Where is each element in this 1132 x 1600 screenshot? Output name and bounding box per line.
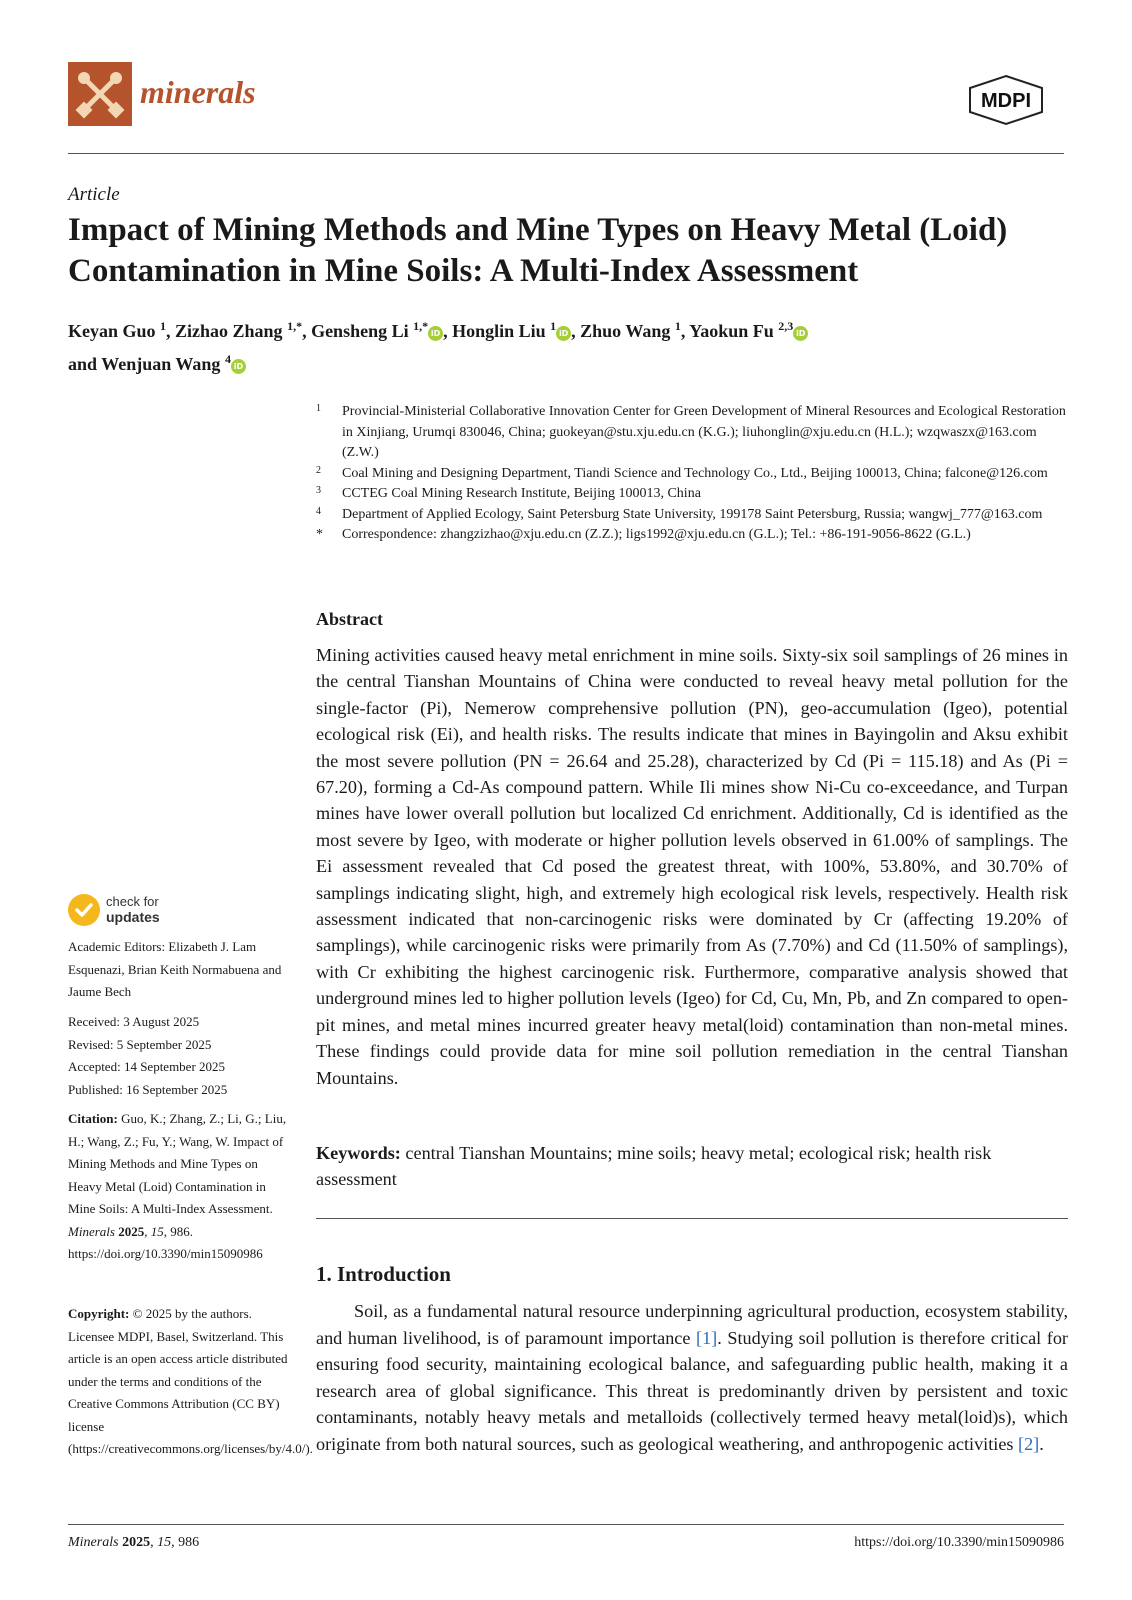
- affiliation-number: 3: [316, 485, 321, 496]
- mdpi-hexagon-icon: [966, 74, 1046, 126]
- affiliation-text: Department of Applied Ecology, Saint Petersburg State University, 199178 Saint Petersburg, Russia; wangwj_777@163.com: [342, 506, 1043, 522]
- editors-label: Academic Editors:: [68, 939, 166, 954]
- affiliation-item: [316, 402, 1068, 464]
- academic-editors: [68, 936, 290, 1004]
- keywords-text: central Tianshan Mountains; mine soils; heavy metal; ecological risk; health risk assessment: [316, 1143, 992, 1189]
- affiliation-number: 2: [316, 464, 321, 476]
- affiliation-number: 1: [316, 403, 321, 414]
- citation-volume: 15: [150, 1223, 164, 1239]
- citation-text: Guo, K.; Zhang, Z.; Li, G.; Liu, H.; Wang, Z.; Fu, Y.; Wang, W. Impact of Mining Methods and Mine Types on Heavy Metal (Loid) Contamination in Mine Soils: A Multi-Index Assessment.: [68, 1111, 287, 1216]
- author-affil-sup: 4: [224, 352, 231, 366]
- citation-block: Citation: Guo, K.; Zhang, Z.; Li, G.; Liu, H.; Wang, Z.; Fu, Y.; Wang, W. Impact of Mining Methods and Mine Types on Heavy Metal (Loid) Contamination in Mine Soils: A Multi-Index Assessment. Minerals 2025, 15, 986. https://doi.org/10.3390/min15090986: [68, 1111, 287, 1261]
- affiliation-number: 4: [316, 505, 321, 517]
- citation-link[interactable]: [1]: [696, 1327, 718, 1348]
- publisher-logo: [966, 74, 1046, 126]
- correspondence-text: Correspondence: zhangzizhao@xju.edu.cn (Z.Z.); ligs1992@xju.edu.cn (G.L.); Tel.: +86-191-9056-8622 (G.L.): [342, 527, 971, 542]
- citation-doi[interactable]: , 986. https://doi.org/10.3390/min15090986: [68, 1223, 263, 1261]
- author-name[interactable]: Wenjuan Wang: [101, 354, 221, 374]
- author-name[interactable]: Zhuo Wang: [580, 321, 671, 341]
- orcid-icon[interactable]: iD: [428, 326, 443, 341]
- affiliation-text: Provincial-Ministerial Collaborative Innovation Center for Green Development of Mineral Resources and Ecological Restoration in Xinjiang, Urumqi 830046, China; guokeyan@stu.xju.edu.cn (K.G.); liuhonglin@xju.edu.cn (H.L.); wzqwaszx@163.com (Z.W.): [342, 404, 1066, 460]
- author-list: Keyan Guo $^1$, Zizhao Zhang $^{1,*}$, Gensheng Li $^{1,*}$iD , Honglin Liu $^1$iD , Zhuo Wang $^1$, Yaokun Fu $^{2,3}$iD and Wenjuan Wang $^4$iD: [68, 312, 1068, 378]
- citation-journal: Minerals: [68, 1223, 115, 1239]
- author-affil-sup: 1,*: [287, 319, 303, 333]
- abstract-text: Mining activities caused heavy metal enrichment in mine soils. Sixty-six soil samplings of 26 mines in the central Tianshan Mountains of China were conducted to reveal heavy metal pollution for the single-factor (Pi), Nemerow comprehensive pollution (PN), geo-accumulation (Igeo), potential ecological risk (Ei), and health risks. The results indicate that mines in Bayingolin and Aksu exhibit the most severe pollution (PN = 26.64 and 25.28), characterized by Cd (Pi = 115.18) and As (Pi = 67.20), forming a Cd-As compound pattern. While Ili mines show Ni-Cu co-exceedance, and Turpan mines have lower overall pollution but localized Cd enrichment. Additionally, Cd is identified as the most severe by Igeo, with moderate or higher pollution levels observed in 61.00% of samplings. The Ei assessment revealed that Cd posed the greatest threat, with 100%, 53.80%, and 30.70% of samplings indicating slight, high, and extremely high ecological risk levels, respectively. Health risk assessment indicated that non-carcinogenic risks were dominated by Cr (affecting 19.20% of samplings), while carcinogenic risks were primarily from As (7.70%) and Cd (11.50% of samplings), with Cr exhibiting the highest carcinogenic risk. Furthermore, comparative analysis showed that underground mines led to higher pollution levels (Igeo) for Cd, Cu, Mn, Pb, and Zn compared to open-pit mines, and metal mines incurred greater heavy metal(loid) contamination than non-metal mines. These findings could provide data for mine soil pollution remediation in the central Tianshan Mountains.: [316, 645, 1068, 1088]
- publication-dates: [68, 1011, 290, 1101]
- copyright-label: Copyright:: [68, 1306, 130, 1321]
- article-type: Article: [68, 184, 120, 205]
- revised-date: Revised: 5 September 2025: [68, 1036, 212, 1052]
- published-date: Published: 16 September 2025: [68, 1081, 228, 1097]
- copyright-block: [68, 1303, 313, 1461]
- check-updates-label: check for: [106, 894, 159, 909]
- editors-names: Elizabeth J. Lam Esquenazi, Brian Keith Normabuena and Jaume Bech: [68, 939, 282, 999]
- received-date: Received: 3 August 2025: [68, 1014, 200, 1029]
- author-name[interactable]: Gensheng Li: [311, 321, 409, 341]
- author-name[interactable]: Keyan Guo: [68, 321, 156, 341]
- intro-text: .: [1039, 1433, 1044, 1454]
- journal-logo: [68, 62, 132, 126]
- intro-paragraph: [316, 1298, 1068, 1457]
- footer-divider: [68, 1524, 1064, 1525]
- affiliations: [316, 402, 1068, 546]
- section-divider: [316, 1218, 1068, 1219]
- footer-page: , 986: [171, 1535, 200, 1550]
- orcid-icon[interactable]: iD: [556, 326, 571, 341]
- affiliation-item: [316, 464, 1068, 485]
- author-affil-sup: 1,*: [413, 319, 429, 333]
- journal-name: minerals: [140, 74, 256, 110]
- author-name[interactable]: Honglin Liu: [452, 321, 546, 341]
- footer-doi-link[interactable]: https://doi.org/10.3390/min15090986: [854, 1535, 1064, 1550]
- citation-link[interactable]: [2]: [1018, 1433, 1040, 1454]
- check-updates-icon: [68, 894, 100, 926]
- intro-text: . Studying soil pollution is therefore critical for ensuring food security, maintaining ecological balance, and safeguarding public health, making it a research area of global significance. This threat is predominantly driven by persistent and toxic contaminants, notably heavy metals and metalloids (collectively termed heavy metal(loid)s), which originate from both natural sources, such as geological weathering, and anthropogenic activities: [316, 1327, 1068, 1454]
- check-updates-label-bold: updates: [106, 909, 160, 925]
- correspondence-item: [316, 525, 1068, 546]
- abstract-heading: Abstract: [316, 609, 383, 629]
- citation-year: 2025: [118, 1223, 145, 1239]
- intro-text: Soil, as a fundamental natural resource underpinning agricultural production, ecosystem stability, and human livelihood, is of paramount importance: [316, 1301, 1068, 1348]
- footer-journal: Minerals: [68, 1535, 119, 1550]
- footer-citation: Minerals 2025, 15, 986: [68, 1535, 200, 1550]
- correspondence-marker: *: [316, 527, 323, 542]
- orcid-icon[interactable]: iD: [793, 326, 808, 341]
- affiliation-item: [316, 505, 1068, 526]
- paper-title: Impact of Mining Methods and Mine Types on Heavy Metal (Loid) Contamination in Mine Soils: A Multi-Index Assessment: [68, 212, 1008, 289]
- copyright-text: © 2025 by the authors. Licensee MDPI, Basel, Switzerland. This article is an open access article distributed under the terms and conditions of the Creative Commons Attribution (CC BY) license (https://creativecommons.org/licenses/by/4.0/).: [68, 1306, 313, 1456]
- section-heading: 1. Introduction: [316, 1262, 451, 1286]
- author-name[interactable]: Zizhao Zhang: [175, 321, 283, 341]
- affiliation-text: Coal Mining and Designing Department, Tiandi Science and Technology Co., Ltd., Beijing 100013, China; falcone@126.com: [342, 465, 1048, 481]
- citation-label: Citation:: [68, 1111, 118, 1126]
- header-divider: [68, 153, 1064, 154]
- affiliation-item: [316, 484, 1068, 505]
- keywords-label: Keywords:: [316, 1143, 401, 1163]
- orcid-icon[interactable]: iD: [231, 359, 246, 374]
- author-name[interactable]: Yaokun Fu: [689, 321, 774, 341]
- author-joiner: and: [68, 354, 98, 374]
- check-for-updates-button[interactable]: [68, 892, 288, 932]
- footer-year: 2025: [122, 1535, 151, 1550]
- footer-volume: 15: [157, 1535, 172, 1550]
- crossed-tools-icon: [68, 62, 132, 126]
- affiliation-text: CCTEG Coal Mining Research Institute, Beijing 100013, China: [342, 486, 701, 501]
- author-affil-sup: 1: [674, 319, 681, 333]
- author-affil-sup: 2,3: [778, 319, 794, 333]
- author-affil-sup: 1: [160, 319, 167, 333]
- publisher-name: MDPI: [981, 90, 1031, 112]
- keywords: [316, 1140, 1068, 1192]
- accepted-date: Accepted: 14 September 2025: [68, 1059, 226, 1074]
- author-affil-sup: 1: [550, 319, 557, 333]
